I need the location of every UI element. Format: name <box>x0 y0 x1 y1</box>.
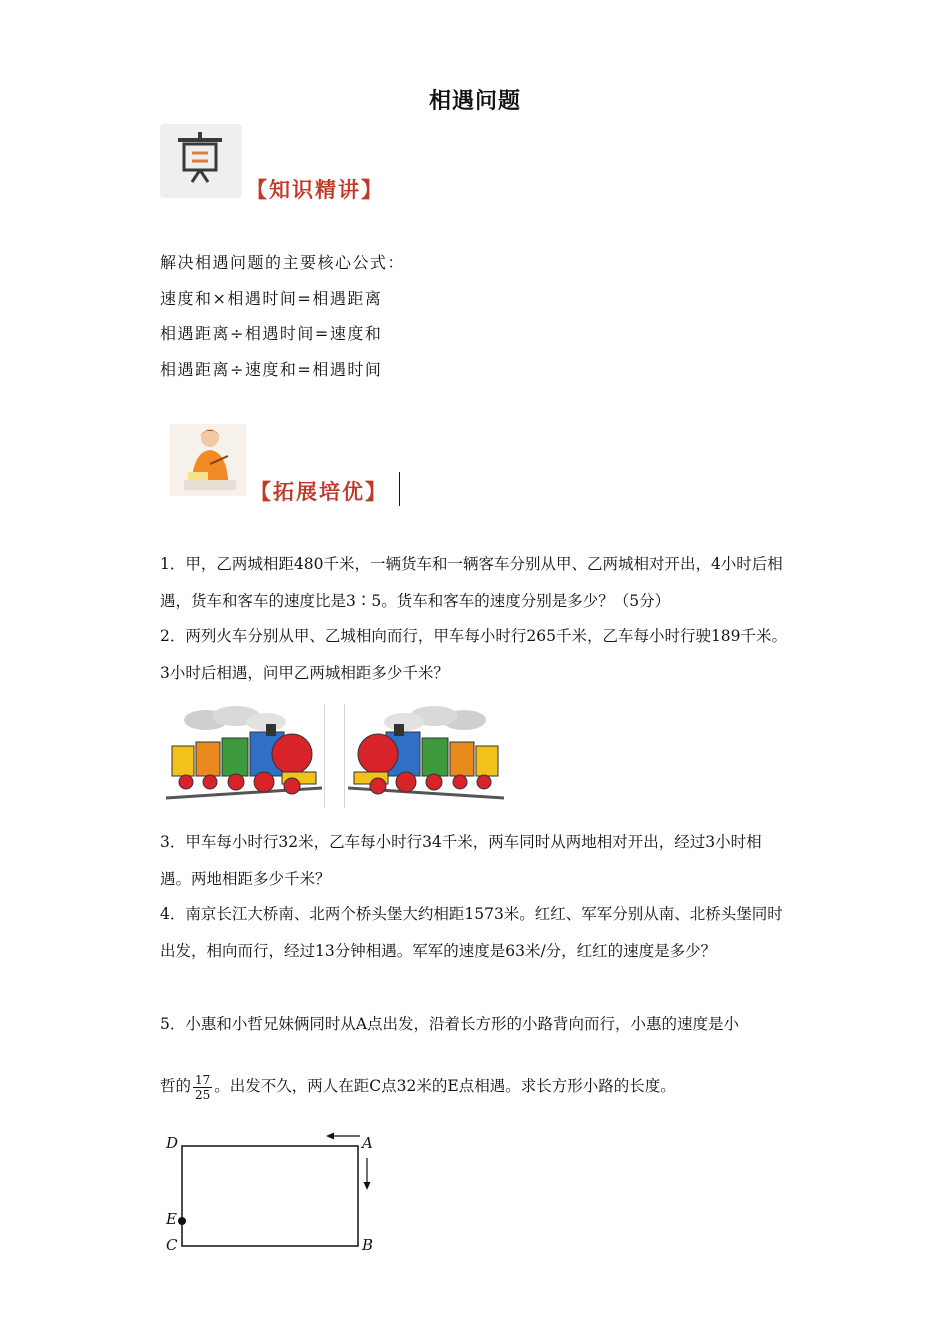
extension-banner <box>170 424 410 508</box>
formula-1: 速度和×相遇时间=相遇距离 <box>160 289 383 308</box>
rectangle-path-diagram <box>160 1128 390 1262</box>
blackboard-icon <box>160 124 242 198</box>
text-cursor <box>399 472 400 506</box>
label-a: A <box>362 1134 373 1152</box>
fraction-17-25 <box>193 1073 212 1102</box>
problem-5-line-1: 5．小惠和小哲兄妹俩同时从A点出发，沿着长方形的小路背向而行，小惠的速度是小 <box>160 1015 740 1033</box>
formula-intro: 解决相遇问题的主要核心公式： <box>160 253 406 272</box>
train-image-left <box>166 702 322 808</box>
problem-1: 1．甲，乙两城相距480千米，一辆货车和一辆客车分别从甲、乙两城相对开出，4小时后相遇，货车和客车的速度比是3∶5。货车和客车的速度分别是多少？（5分） <box>160 555 783 610</box>
image-divider <box>344 704 345 808</box>
fraction-numerator: 17 <box>195 1072 211 1087</box>
problem-2: 2．两列火车分别从甲、乙城相向而行，甲车每小时行265千米，乙车每小时行驶189千米。3小时后相遇，问甲乙两城相距多少千米？ <box>160 627 788 682</box>
formula-3: 相遇距离÷速度和=相遇时间 <box>160 360 383 379</box>
problem-5-pre: 哲的 <box>160 1077 192 1095</box>
fraction-denominator: 25 <box>195 1087 211 1102</box>
label-b: B <box>362 1236 374 1254</box>
extension-section-label: 【拓展培优】 <box>250 480 388 504</box>
problem-5-post: 。出发不久，两人在距C点32米的E点相遇。求长方形小路的长度。 <box>214 1077 676 1095</box>
problem-3: 3．甲车每小时行32米，乙车每小时行34千米，两车同时从两地相对开出，经过3小时相遇。两地相距多少千米？ <box>160 833 762 888</box>
page-title: 相遇问题 <box>428 89 521 114</box>
teacher-icon <box>170 424 246 496</box>
formula-2: 相遇距离÷相遇时间=速度和 <box>160 324 383 343</box>
knowledge-section-label: 【知识精讲】 <box>246 178 384 202</box>
problem-4: 4．南京长江大桥南、北两个桥头堡大约相距1573米。红红、军军分别从南、北桥头堡同时出发，相向而行，经过13分钟相遇。军军的速度是63米/分，红红的速度是多少？ <box>160 905 783 960</box>
knowledge-banner <box>160 124 400 204</box>
label-c: C <box>166 1236 178 1254</box>
problem-5-line-2 <box>160 1066 792 1106</box>
label-e: E <box>166 1210 177 1228</box>
label-d: D <box>166 1134 179 1152</box>
train-image-right <box>348 702 504 808</box>
image-divider <box>324 704 325 808</box>
